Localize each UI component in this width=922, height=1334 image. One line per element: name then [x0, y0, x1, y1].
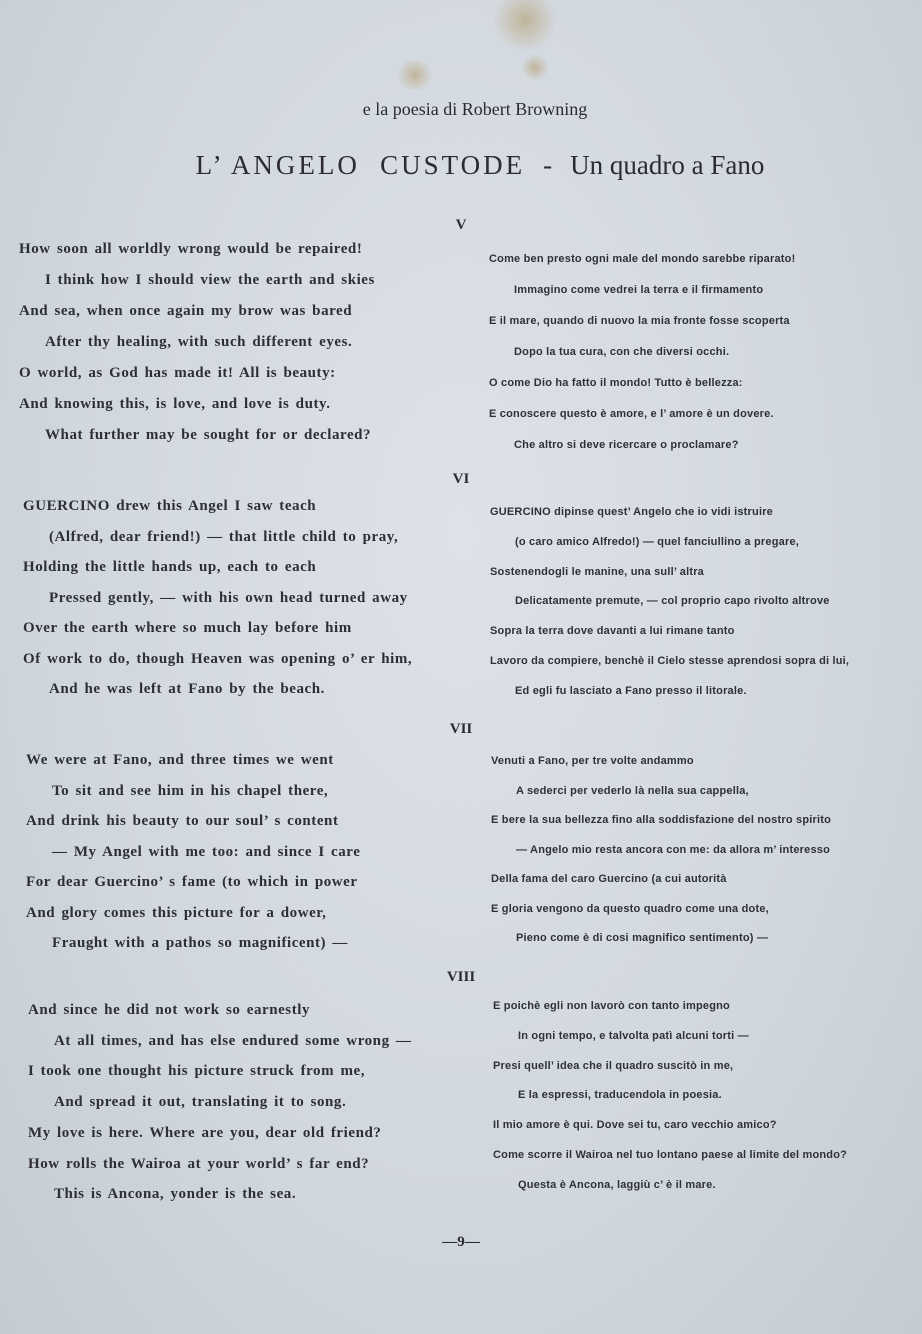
english-verse-line: I took one thought his picture struck from me, — [28, 1063, 366, 1080]
english-verse-line: What further may be sought for or declared? — [45, 427, 372, 443]
italian-verse-line: GUERCINO dipinse quest’ Angelo che io vidi istruire — [490, 506, 774, 518]
title-part-quadro: Un quadro a Fano — [570, 150, 765, 180]
italian-verse-line: Come ben presto ogni male del mondo sarebbe riparato! — [489, 253, 796, 265]
english-verse-line: To sit and see him in his chapel there, — [52, 782, 329, 799]
english-verse-line: Over the earth where so much lay before him — [23, 620, 352, 636]
paper-stain — [520, 55, 550, 80]
stanza-numeral: VII — [449, 721, 473, 737]
stanza-numeral: V — [455, 217, 467, 233]
english-verse-line: Fraught with a pathos so magnificent) — — [52, 935, 348, 951]
italian-verse-line: E poichè egli non lavorò con tanto impegno — [493, 1000, 730, 1012]
italian-verse-line: E conoscere questo è amore, e l’ amore è un dovere. — [489, 408, 774, 420]
italian-verse-line: Dopo la tua cura, con che diversi occhi. — [514, 346, 730, 358]
italian-verse-line: E il mare, quando di nuovo la mia fronte fosse scoperta — [489, 315, 790, 327]
paper-stain — [395, 60, 435, 90]
english-verse-line: GUERCINO drew this Angel I saw teach — [23, 498, 317, 514]
italian-verse-line: Delicatamente premute, — col proprio capo rivolto altrove — [515, 595, 830, 608]
stanza-numeral: VI — [452, 471, 470, 487]
paper-stain — [490, 0, 560, 50]
italian-verse-line: Della fama del caro Guercino (a cui autorità — [491, 873, 727, 885]
italian-verse-line: Lavoro da compiere, benchè il Cielo stesse aprendosi sopra di lui, — [490, 655, 850, 667]
english-verse-line: I think how I should view the earth and skies — [45, 272, 375, 288]
italian-verse-line: Immagino come vedrei la terra e il firmamento — [514, 284, 764, 296]
english-verse-line: And sea, when once again my brow was bared — [19, 303, 353, 319]
title-part-custode: CUSTODE — [380, 150, 526, 180]
italian-verse-line: (o caro amico Alfredo!) — quel fanciullino a pregare, — [515, 535, 800, 548]
english-verse-line: O world, as God has made it! All is beauty: — [19, 365, 336, 381]
english-verse-line: And spread it out, translating it to song. — [54, 1094, 347, 1111]
italian-verse-line: Venuti a Fano, per tre volte andammo — [491, 755, 694, 767]
italian-verse-line: Il mio amore è qui. Dove sei tu, caro vecchio amico? — [493, 1119, 777, 1132]
english-verse-line: (Alfred, dear friend!) — that little child to pray, — [49, 528, 399, 545]
italian-verse-line: — Angelo mio resta ancora con me: da allora m’ interesso — [516, 843, 830, 856]
title-dash: - — [543, 150, 553, 180]
english-verse-line: This is Ancona, yonder is the sea. — [54, 1186, 297, 1203]
poem-subtitle: e la poesia di Robert Browning — [362, 99, 588, 119]
english-verse-line: — My Angel with me too: and since I care — [52, 843, 361, 860]
italian-verse-line: E bere la sua bellezza fino alla soddisfazione del nostro spirito — [491, 814, 832, 826]
italian-verse-line: Ed egli fu lasciato a Fano presso il litorale. — [515, 684, 747, 697]
title-part-angelo: L’ ANGELO — [195, 150, 360, 180]
english-verse-line: Of work to do, though Heaven was opening o’ er him, — [23, 650, 413, 667]
english-verse-line: And drink his beauty to our soul’ s content — [26, 813, 339, 829]
italian-verse-line: Sopra la terra dove davanti a lui rimane tanto — [490, 625, 735, 638]
italian-verse-line: Sostenendogli le manine, una sull’ altra — [490, 565, 704, 578]
english-verse-line: Pressed gently, — with his own head turned away — [49, 589, 408, 606]
english-verse-line: How rolls the Wairoa at your world’ s far end? — [28, 1155, 370, 1172]
italian-verse-line: Presi quell’ idea che il quadro suscitò in me, — [493, 1059, 734, 1072]
italian-verse-line: O come Dio ha fatto il mondo! Tutto è bellezza: — [489, 377, 743, 389]
english-verse-line: We were at Fano, and three times we went — [26, 752, 334, 768]
poem-title — [0, 150, 922, 181]
stanza-numeral: VIII — [446, 969, 476, 985]
english-verse-line: And knowing this, is love, and love is duty. — [19, 396, 331, 412]
english-verse-line: At all times, and has else endured some wrong — — [54, 1032, 412, 1049]
english-verse-line: How soon all worldly wrong would be repaired! — [19, 241, 363, 257]
italian-verse-line: E gloria vengono da questo quadro come una dote, — [491, 902, 769, 915]
page-number: —9— — [442, 1234, 480, 1250]
italian-verse-line: Che altro si deve ricercare o proclamare? — [514, 439, 739, 451]
italian-verse-line: In ogni tempo, e talvolta patì alcuni torti — — [518, 1029, 749, 1042]
italian-verse-line: Pieno come è di cosi magnifico sentimento) — — [516, 932, 769, 944]
italian-verse-line: E la espressi, traducendola in poesia. — [518, 1089, 722, 1102]
english-verse-line: After thy healing, with such different eyes. — [45, 334, 353, 350]
italian-verse-line: A sederci per vederlo là nella sua cappella, — [516, 784, 749, 797]
english-verse-line: And since he did not work so earnestly — [28, 1002, 311, 1018]
italian-verse-line: Questa è Ancona, laggiù c’ è il mare. — [518, 1178, 716, 1191]
english-verse-line: And glory comes this picture for a dower, — [26, 904, 327, 921]
english-verse-line: Holding the little hands up, each to each — [23, 559, 317, 575]
english-verse-line: And he was left at Fano by the beach. — [49, 681, 325, 697]
english-verse-line: My love is here. Where are you, dear old friend? — [28, 1124, 382, 1141]
english-verse-line: For dear Guercino’ s fame (to which in power — [26, 874, 358, 890]
italian-verse-line: Come scorre il Wairoa nel tuo lontano paese al limite del mondo? — [493, 1149, 848, 1161]
